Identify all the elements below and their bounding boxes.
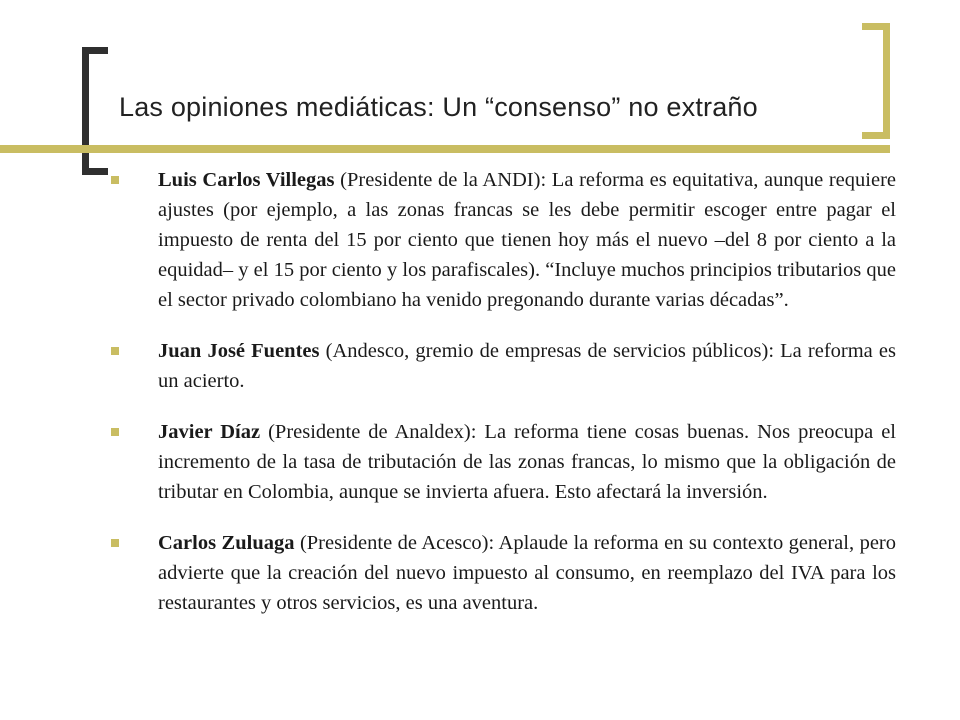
list-item [108, 165, 896, 315]
speaker-name: Luis Carlos Villegas [158, 169, 335, 191]
item-text [158, 417, 896, 507]
item-body: (Presidente de Acesco): Aplaude la reforma en su contexto general, pero advierte que la creación del nuevo impuesto al consumo, en reemplazo del IVA para los restaurantes y otros servicios, es una aventura. [158, 532, 897, 614]
item-text [158, 528, 896, 618]
square-bullet-icon [111, 428, 119, 436]
square-bullet-icon [111, 176, 119, 184]
list-item [108, 417, 896, 507]
slide-title: Las opiniones mediáticas: Un “consenso” no extraño [119, 92, 758, 122]
list-item [108, 528, 896, 618]
right-bracket-decoration [862, 23, 890, 139]
bullet-list [108, 165, 896, 639]
left-bracket-decoration [82, 47, 108, 175]
speaker-name: Juan José Fuentes [158, 340, 320, 362]
list-item [108, 336, 896, 396]
square-bullet-icon [111, 539, 119, 547]
item-body: (Presidente de Analdex): La reforma tiene cosas buenas. Nos preocupa el incremento de la tasa de tributación de las zonas francas, lo mismo que la obligación de tributar en Colombia, aunque se invierta afuera. Esto afectará la inversión. [158, 421, 896, 503]
speaker-name: Carlos Zuluaga [158, 532, 295, 554]
item-body: (Andesco, gremio de empresas de servicios públicos): La reforma es un acierto. [158, 340, 896, 392]
speaker-name: Javier Díaz [158, 421, 261, 443]
item-text [158, 336, 896, 396]
item-body: (Presidente de la ANDI): La reforma es equitativa, aunque requiere ajustes (por ejemplo, a las zonas francas se les debe permitir escoger entre pagar el impuesto de renta del 15 por ciento que tienen hoy más el nuevo –del 8 por ciento a la equidad– y el 15 por ciento y los parafiscales). “Incluye muchos principios tributarios que el sector privado colombiano ha venido pregonando durante varias décadas”. [158, 169, 896, 311]
item-text [158, 165, 896, 315]
title-underline-bar [0, 145, 890, 153]
square-bullet-icon [111, 347, 119, 355]
